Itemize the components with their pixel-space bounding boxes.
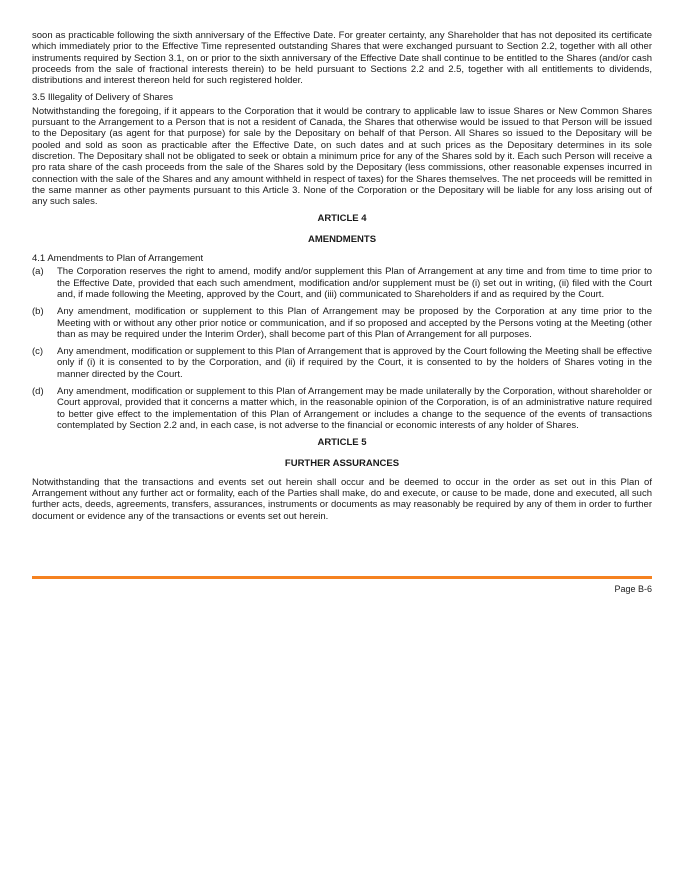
list-item-text: Any amendment, modification or supplement to this Plan of Arrangement may be made unilaterally by the Corporation, without shareholder or Court approval, provided that it concerns a matter which, in the reasonable opinion of the Corporation, is of an administrative nature required to better give effect to the implementation of this Plan of Arrangement or includes a change to the sequence of the events of transactions contemplated by Section 2.2 and, in each case, is not adverse to the financial or economic interests of any holder of Shares. (57, 386, 652, 431)
list-item-text: Any amendment, modification or supplement to this Plan of Arrangement may be proposed by the Corporation at any time prior to the Meeting with or without any other prior notice or communication, and if so proposed and accepted by the Persons voting at the Meeting (other than as may be required under the Interim Order), shall become part of this Plan of Arrangement for all purposes. (57, 306, 652, 340)
section-3-5-body: Notwithstanding the foregoing, if it appears to the Corporation that it would be contrary to applicable law to issue Shares or New Common Shares pursuant to the Arrangement to a Person that is not a resident of Canada, the Shares that otherwise would be issued to that Person will be issued to the Depositary (as agent for that purpose) for sale by the Depositary on behalf of that Person. All Shares so issued to the Depositary will be pooled and sold as soon as practicable after the Effective Date, on such dates and at such prices as the Depositary determines in its sole discretion. The Depositary shall not be obligated to seek or obtain a minimum price for any of the Shares sold by it. Each such Person will receive a pro rata share of the cash proceeds from the sale of the Shares sold by the Depositary (less commissions, other reasonable expenses incurred in connection with the sale of the Shares and any amount withheld in respect of taxes) for the Shares themselves. The net proceeds will be remitted in the same manner as other payments pursuant to this Article 3. None of the Corporation or the Depositary will be liable for any loss arising out of any such sales. (32, 105, 652, 208)
list-item-text: The Corporation reserves the right to amend, modify and/or supplement this Plan of Arrangement at any time and from time to time prior to the Effective Date, provided that each such amendment, modification and/or supplement must be (i) set out in writing, (ii) filed with the Court and, if made following the Meeting, approved by the Court, and (iii) communicated to Shareholders if and as required by the Court. (57, 266, 652, 300)
footer-rule (32, 576, 652, 579)
list-item-b (32, 306, 652, 340)
article-5-title: FURTHER ASSURANCES (284, 457, 400, 469)
article-4-number: ARTICLE 4 (317, 213, 367, 225)
list-item-a (32, 266, 652, 300)
list-item-c (32, 346, 652, 380)
article-5-body: Notwithstanding that the transactions and events set out herein shall occur and be deemed to occur in the order as set out in this Plan of Arrangement without any further act or formality, each of the Parties shall make, do and execute, or cause to be made, done and executed, all such further acts, deeds, agreements, transfers, assurances, instruments or documents as may reasonably be required by any of them in order to further document or evidence any of the transactions or events set out herein. (32, 476, 652, 522)
list-item-label: (a) (32, 266, 44, 278)
section-4-1-heading: 4.1 Amendments to Plan of Arrangement (32, 253, 204, 265)
document-page (32, 30, 652, 528)
paragraph-continued: soon as practicable following the sixth anniversary of the Effective Date. For greater certainty, any Shareholder that has not deposited its certificate which immediately prior to the Effective Time represented outstanding Shares that were exchanged pursuant to Section 2.2, together with all other instruments required by Section 3.1, on or prior to the sixth anniversary of the Effective Date shall continue to be entitled to the Shares (and/or cash proceeds from the sale of fractional interests therein) to be held pursuant to Sections 2.2 and 2.5, together with all entitlements to dividends, distributions and interest thereon held for such registered holder. (32, 30, 652, 87)
list-item-label: (c) (32, 346, 44, 358)
page-number: Page B-6 (614, 584, 652, 594)
list-item-text: Any amendment, modification or supplement to this Plan of Arrangement that is approved by the Court following the Meeting shall be effective only if (i) it is consented to by the Corporation, and (ii) if required by the Court, it is consented to by the holders of Shares voting in the manner directed by the Court. (57, 346, 652, 380)
list-item-label: (b) (32, 306, 44, 318)
article-4-title: AMENDMENTS (307, 233, 377, 245)
section-3-5-heading: 3.5 Illegality of Delivery of Shares (32, 92, 173, 104)
list-item-label: (d) (32, 386, 44, 398)
list-item-d (32, 386, 652, 431)
article-5-number: ARTICLE 5 (317, 437, 367, 449)
